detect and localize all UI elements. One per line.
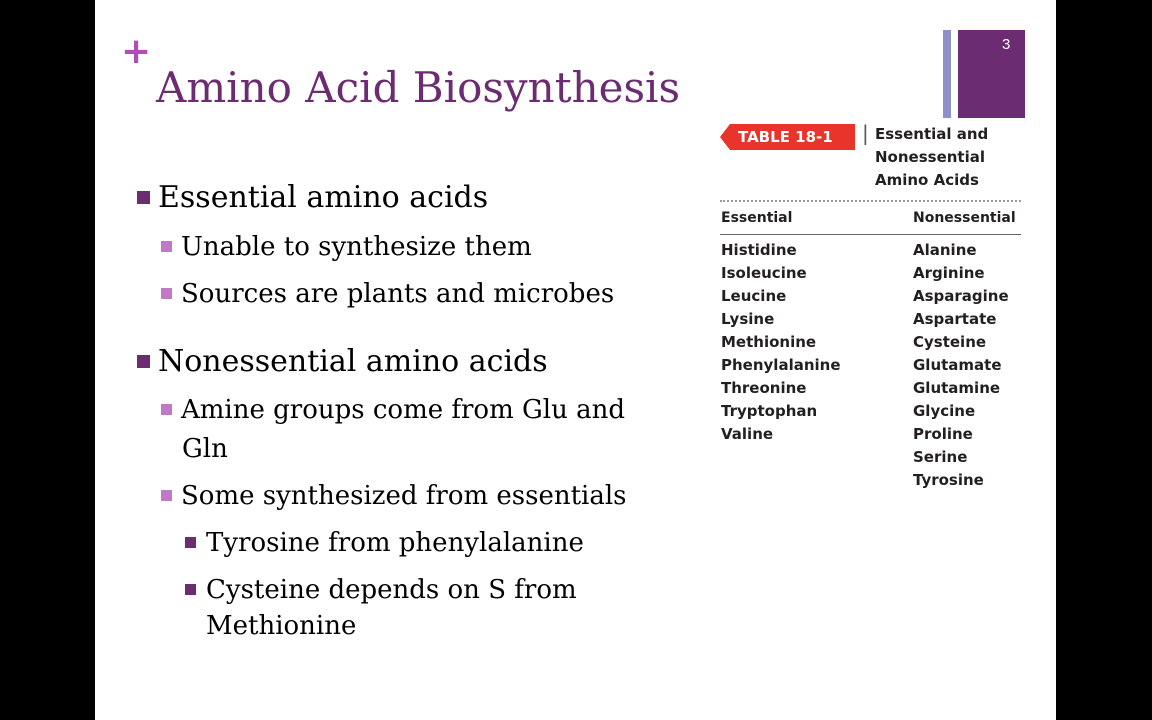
table-cell: Phenylalanine bbox=[721, 356, 841, 374]
table-cell: Proline bbox=[913, 425, 973, 443]
table-cell: Tyrosine bbox=[913, 471, 984, 489]
bullet-some: Some synthesized from essentials bbox=[161, 478, 627, 515]
table-cell: Aspartate bbox=[913, 310, 997, 328]
bullet-sources: Sources are plants and microbes bbox=[161, 276, 614, 313]
bullet-nonessential: Nonessential amino acids bbox=[137, 343, 548, 380]
page-number: 3 bbox=[1002, 36, 1011, 53]
slide-title: Amino Acid Biosynthesis bbox=[156, 63, 681, 112]
bullet-cysteine-cont: Methionine bbox=[206, 611, 357, 641]
bullet-tyrosine: Tyrosine from phenylalanine bbox=[185, 525, 584, 562]
table-header-rule bbox=[720, 234, 1021, 235]
table-cell: Glutamate bbox=[913, 356, 1002, 374]
table-tag: TABLE 18-1 bbox=[720, 124, 855, 150]
table-cell: Arginine bbox=[913, 264, 985, 282]
bullet-square-icon bbox=[161, 404, 172, 415]
accent-bar bbox=[958, 30, 1025, 118]
plus-icon: + bbox=[121, 31, 152, 72]
table-cell: Valine bbox=[721, 425, 774, 443]
table-cell: Alanine bbox=[913, 241, 977, 259]
accent-bar-thin bbox=[943, 30, 951, 118]
table-cell: Tryptophan bbox=[721, 402, 818, 420]
bullet-square-icon bbox=[137, 191, 150, 204]
table-cell: Leucine bbox=[721, 287, 787, 305]
column-header-essential: Essential bbox=[721, 210, 793, 226]
bullet-square-icon bbox=[161, 241, 172, 252]
bullet-square-icon bbox=[185, 537, 196, 548]
amino-acid-table bbox=[720, 120, 1021, 499]
table-title: Essential and Nonessential Amino Acids bbox=[875, 125, 989, 189]
nonessential-column bbox=[913, 239, 1009, 492]
table-cell: Isoleucine bbox=[721, 264, 807, 282]
table-cell: Methionine bbox=[721, 333, 817, 351]
bullet-square-icon bbox=[185, 584, 196, 595]
table-cell: Glycine bbox=[913, 402, 976, 420]
table-cell: Lysine bbox=[721, 310, 775, 328]
table-cell: Cysteine bbox=[913, 333, 987, 351]
essential-column bbox=[721, 239, 841, 446]
table-cell: Threonine bbox=[721, 379, 807, 397]
bullet-essential: Essential amino acids bbox=[137, 179, 488, 216]
table-cell: Glutamine bbox=[913, 379, 1001, 397]
bullet-amine-cont: Gln bbox=[182, 434, 228, 464]
column-header-nonessential: Nonessential bbox=[913, 210, 1016, 226]
table-separator: | bbox=[862, 121, 869, 145]
table-cell: Asparagine bbox=[913, 287, 1009, 305]
bullet-square-icon bbox=[161, 490, 172, 501]
bullet-square-icon bbox=[161, 288, 172, 299]
table-cell: Serine bbox=[913, 448, 968, 466]
bullet-unable: Unable to synthesize them bbox=[161, 229, 532, 266]
bullet-square-icon bbox=[137, 355, 150, 368]
bullet-cysteine: Cysteine depends on S from bbox=[185, 572, 577, 609]
table-cell: Histidine bbox=[721, 241, 797, 259]
bullet-amine: Amine groups come from Glu and bbox=[161, 392, 625, 429]
slide bbox=[95, 0, 1056, 720]
